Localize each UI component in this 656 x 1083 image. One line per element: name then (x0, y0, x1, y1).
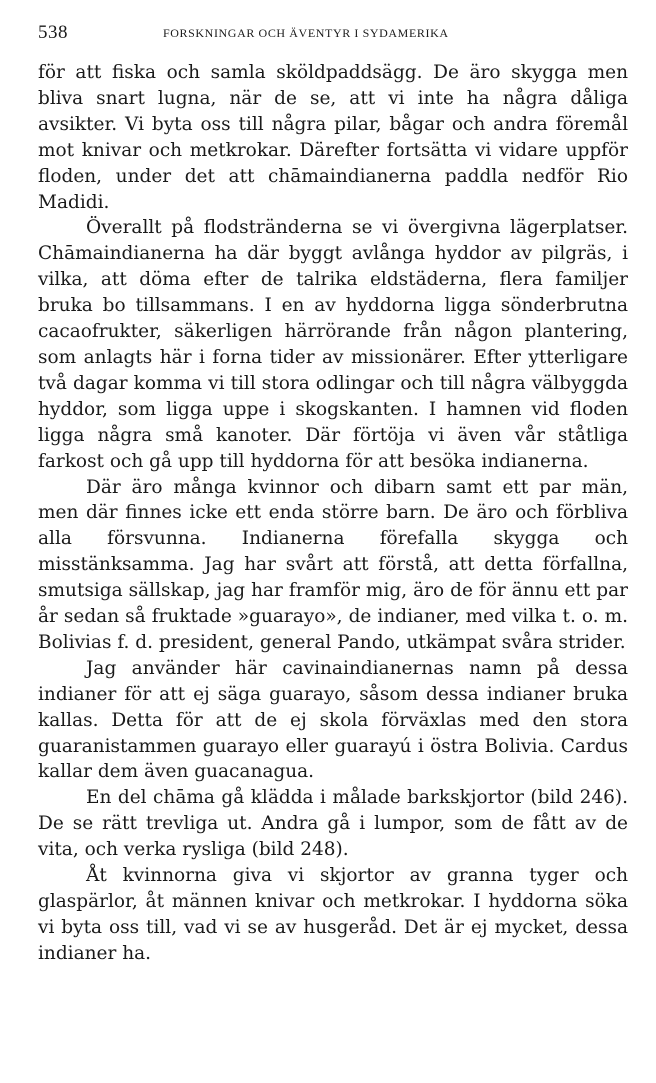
page-number: 538 (38, 22, 68, 43)
running-title: FORSKNINGAR OCH ÄVENTYR I SYDAMERIKA (163, 26, 449, 40)
paragraph-6: Åt kvinnorna giva vi skjortor av granna tyger och glaspärlor, åt männen knivar och metkrokar. I hyddorna söka vi byta oss till, vad vi se av husgeråd. Det är ej mycket, dessa indianer ha. (38, 865, 628, 964)
running-head (38, 22, 628, 46)
paragraph-3: Där äro många kvinnor och dibarn samt ett par män, men där finnes icke ett enda större barn. De äro och förbliva alla försvunna. Indianerna förefalla skygga och misstänksamma. Jag har svårt att förstå, att detta förfallna, smutsiga sällskap, jag har framför mig, äro de för ännu ett par år sedan så fruktade »guarayo», de indianer, med vilka t. o. m. Bolivias f. d. president, general Pando, utkämpat svåra strider. (38, 476, 628, 653)
paragraph-2: Överallt på flodstränderna se vi övergivna lägerplatser. Chāmaindianerna ha där byggt avlånga hyddor av pilgräs, i vilka, att döma efter de talrika eldstäderna, flera familjer bruka bo tillsammans. I en av hyddorna ligga sönderbrutna cacaofrukter, säkerligen härrörande från någon plantering, som anlagts här i forna tider av missionärer. Efter ytterligare två dagar komma vi till stora odlingar och till några välbyggda hyddor, som ligga uppe i skogskanten. I hamnen vid floden ligga några små kanoter. Där förtöja vi även vår ståtliga farkost och gå upp till hyddorna för att besöka indianerna. (38, 217, 628, 472)
paragraph-4: Jag använder här cavinaindianernas namn på dessa indianer för att ej säga guarayo, såsom dessa indianer bruka kallas. Detta för att de ej skola förväxlas med den stora guaranistammen guarayo eller guarayú i östra Bolivia. Cardus kallar dem även guacanagua. (38, 657, 628, 783)
paragraph-5: En del chāma gå klädda i målade barkskjortor (bild 246). De se rätt trevliga ut. Andra gå i lumpor, som de fått av de vita, och verka rysliga (bild 248). (38, 787, 628, 861)
body-text (38, 60, 628, 967)
paragraph-1: för att fiska och samla sköldpaddsägg. De äro skygga men bliva snart lugna, när de se, att vi inte ha några dåliga avsikter. Vi byta oss till några pilar, bågar och andra föremål mot knivar och metkrokar. Därefter fortsätta vi vidare uppför floden, under det att chāmaindianerna paddla nedför Rio Madidi. (38, 62, 628, 213)
